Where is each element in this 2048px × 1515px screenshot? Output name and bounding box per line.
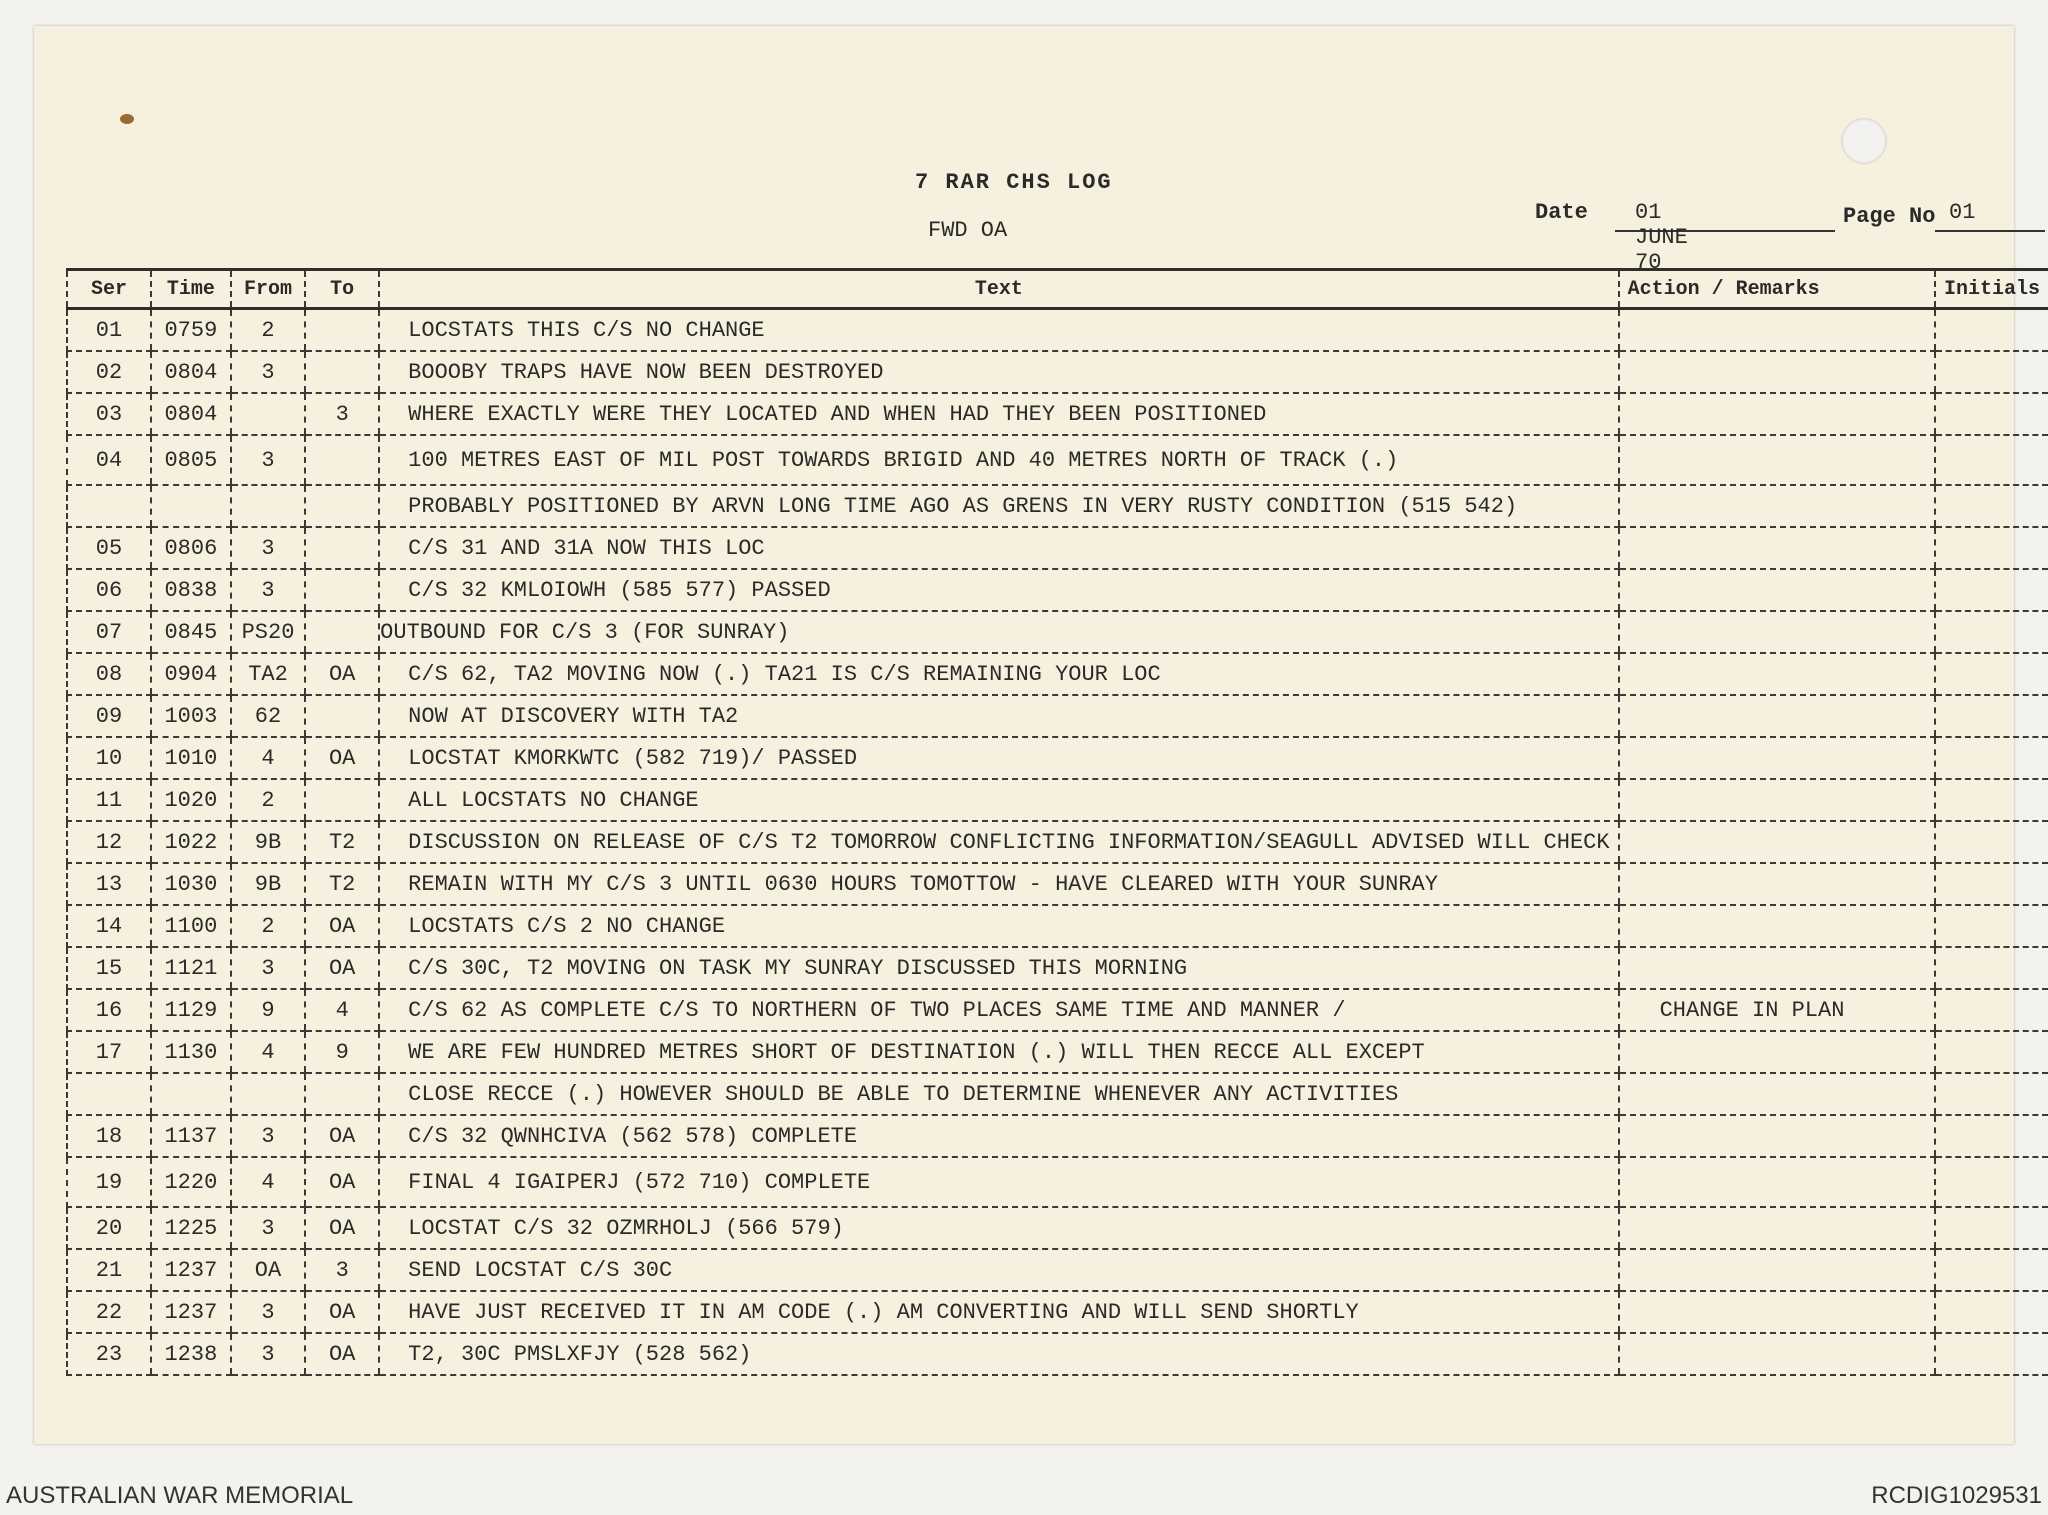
cell-from: 3: [231, 1333, 305, 1375]
cell-serial: 16: [67, 989, 151, 1031]
cell-text: C/S 62 AS COMPLETE C/S TO NORTHERN OF TWO PLACES SAME TIME AND MANNER /: [379, 989, 1618, 1031]
cell-to: [305, 611, 379, 653]
cell-text: BOOOBY TRAPS HAVE NOW BEEN DESTROYED: [379, 351, 1618, 393]
cell-initials: [1935, 905, 2048, 947]
cell-initials: [1935, 1207, 2048, 1249]
table-row: [67, 737, 2048, 779]
log-table: [66, 268, 2048, 1376]
table-row: [67, 1291, 2048, 1333]
cell-remarks: [1619, 435, 1935, 485]
cell-to: [305, 351, 379, 393]
cell-initials: [1935, 1333, 2048, 1375]
cell-from: 2: [231, 309, 305, 352]
cell-serial: 06: [67, 569, 151, 611]
cell-text: C/S 30C, T2 MOVING ON TASK MY SUNRAY DISCUSSED THIS MORNING: [379, 947, 1618, 989]
cell-text: ALL LOCSTATS NO CHANGE: [379, 779, 1618, 821]
cell-remarks: [1619, 1031, 1935, 1073]
table-row: [67, 1031, 2048, 1073]
cell-text: WE ARE FEW HUNDRED METRES SHORT OF DESTINATION (.) WILL THEN RECCE ALL EXCEPT: [379, 1031, 1618, 1073]
cell-to: OA: [305, 1291, 379, 1333]
cell-to: OA: [305, 947, 379, 989]
cell-initials: [1935, 435, 2048, 485]
cell-remarks: [1619, 1157, 1935, 1207]
cell-from: 3: [231, 1115, 305, 1157]
cell-serial: 21: [67, 1249, 151, 1291]
header-serial: Ser: [67, 270, 151, 309]
cell-time: 1130: [151, 1031, 231, 1073]
cell-serial: 10: [67, 737, 151, 779]
cell-text: 100 METRES EAST OF MIL POST TOWARDS BRIGID AND 40 METRES NORTH OF TRACK (.): [379, 435, 1618, 485]
table-row: [67, 1115, 2048, 1157]
cell-initials: [1935, 863, 2048, 905]
log-title: 7 RAR CHS LOG: [915, 170, 1113, 195]
cell-serial: [67, 485, 151, 527]
cell-text: SEND LOCSTAT C/S 30C: [379, 1249, 1618, 1291]
cell-time: 1129: [151, 989, 231, 1031]
cell-to: [305, 779, 379, 821]
table-row: [67, 947, 2048, 989]
cell-text: C/S 62, TA2 MOVING NOW (.) TA21 IS C/S REMAINING YOUR LOC: [379, 653, 1618, 695]
cell-text: HAVE JUST RECEIVED IT IN AM CODE (.) AM CONVERTING AND WILL SEND SHORTLY: [379, 1291, 1618, 1333]
table-row: [67, 863, 2048, 905]
cell-remarks: [1619, 863, 1935, 905]
cell-time: 1238: [151, 1333, 231, 1375]
cell-from: 3: [231, 947, 305, 989]
cell-serial: 18: [67, 1115, 151, 1157]
header-text: Text: [379, 270, 1618, 309]
cell-initials: [1935, 527, 2048, 569]
table-row: [67, 527, 2048, 569]
cell-from: OA: [231, 1249, 305, 1291]
cell-serial: 23: [67, 1333, 151, 1375]
cell-to: OA: [305, 737, 379, 779]
cell-initials: [1935, 947, 2048, 989]
page-underline: [1935, 230, 2045, 232]
log-body: [67, 309, 2048, 1376]
cell-remarks: [1619, 779, 1935, 821]
cell-initials: [1935, 695, 2048, 737]
cell-from: 62: [231, 695, 305, 737]
cell-text: PROBABLY POSITIONED BY ARVN LONG TIME AGO AS GRENS IN VERY RUSTY CONDITION (515 542): [379, 485, 1618, 527]
date-value: 01 JUNE 70: [1635, 200, 1688, 275]
header-row: [67, 270, 2048, 309]
table-row: [67, 569, 2048, 611]
cell-remarks: [1619, 1115, 1935, 1157]
cell-to: OA: [305, 653, 379, 695]
cell-to: [305, 485, 379, 527]
cell-from: 3: [231, 351, 305, 393]
punch-hole: [1841, 118, 1887, 164]
table-row: [67, 1157, 2048, 1207]
cell-remarks: [1619, 737, 1935, 779]
cell-serial: 12: [67, 821, 151, 863]
cell-text: LOCSTATS C/S 2 NO CHANGE: [379, 905, 1618, 947]
cell-from: 9: [231, 989, 305, 1031]
cell-serial: 07: [67, 611, 151, 653]
cell-from: 4: [231, 1157, 305, 1207]
cell-time: 1220: [151, 1157, 231, 1207]
footer-institution: AUSTRALIAN WAR MEMORIAL: [6, 1482, 354, 1509]
cell-remarks: [1619, 821, 1935, 863]
header-time: Time: [151, 270, 231, 309]
cell-from: 3: [231, 1291, 305, 1333]
cell-to: 9: [305, 1031, 379, 1073]
cell-to: [305, 435, 379, 485]
cell-text: OUTBOUND FOR C/S 3 (FOR SUNRAY): [379, 611, 1618, 653]
stain-mark: [120, 114, 134, 124]
cell-text: FINAL 4 IGAIPERJ (572 710) COMPLETE: [379, 1157, 1618, 1207]
cell-initials: [1935, 821, 2048, 863]
cell-time: 1137: [151, 1115, 231, 1157]
cell-serial: 13: [67, 863, 151, 905]
cell-to: OA: [305, 1157, 379, 1207]
cell-time: 1010: [151, 737, 231, 779]
table-row: [67, 989, 2048, 1031]
cell-time: 0806: [151, 527, 231, 569]
cell-text: REMAIN WITH MY C/S 3 UNTIL 0630 HOURS TOMOTTOW - HAVE CLEARED WITH YOUR SUNRAY: [379, 863, 1618, 905]
cell-time: 0845: [151, 611, 231, 653]
cell-to: [305, 695, 379, 737]
cell-initials: [1935, 1249, 2048, 1291]
header-to: To: [305, 270, 379, 309]
cell-serial: 05: [67, 527, 151, 569]
cell-time: 0804: [151, 393, 231, 435]
cell-serial: 17: [67, 1031, 151, 1073]
cell-from: 4: [231, 737, 305, 779]
table-row: [67, 611, 2048, 653]
cell-remarks: [1619, 1249, 1935, 1291]
cell-from: [231, 485, 305, 527]
cell-text: CLOSE RECCE (.) HOWEVER SHOULD BE ABLE TO DETERMINE WHENEVER ANY ACTIVITIES: [379, 1073, 1618, 1115]
cell-time: 1237: [151, 1291, 231, 1333]
table-row: [67, 1249, 2048, 1291]
header-action-remarks: Action / Remarks: [1619, 270, 1935, 309]
cell-initials: [1935, 1157, 2048, 1207]
cell-time: 1020: [151, 779, 231, 821]
cell-time: [151, 1073, 231, 1115]
cell-serial: 11: [67, 779, 151, 821]
table-row: [67, 821, 2048, 863]
cell-serial: [67, 1073, 151, 1115]
cell-initials: [1935, 1115, 2048, 1157]
cell-text: LOCSTAT C/S 32 OZMRHOLJ (566 579): [379, 1207, 1618, 1249]
cell-from: TA2: [231, 653, 305, 695]
cell-to: OA: [305, 905, 379, 947]
cell-time: 1003: [151, 695, 231, 737]
cell-initials: [1935, 485, 2048, 527]
cell-serial: 04: [67, 435, 151, 485]
cell-time: 1225: [151, 1207, 231, 1249]
cell-remarks: CHANGE IN PLAN: [1619, 989, 1935, 1031]
header-from: From: [231, 270, 305, 309]
cell-serial: 14: [67, 905, 151, 947]
page-number-label: Page No: [1843, 204, 1936, 229]
table-row: [67, 905, 2048, 947]
cell-from: [231, 1073, 305, 1115]
footer-record-id: RCDIG1029531: [1871, 1482, 2042, 1509]
cell-initials: [1935, 1073, 2048, 1115]
cell-text: C/S 32 QWNHCIVA (562 578) COMPLETE: [379, 1115, 1618, 1157]
cell-from: 3: [231, 435, 305, 485]
cell-initials: [1935, 1291, 2048, 1333]
cell-initials: [1935, 779, 2048, 821]
cell-serial: 09: [67, 695, 151, 737]
table-row: [67, 309, 2048, 352]
cell-to: OA: [305, 1115, 379, 1157]
cell-remarks: [1619, 527, 1935, 569]
cell-time: 1030: [151, 863, 231, 905]
cell-time: [151, 485, 231, 527]
cell-from: 3: [231, 569, 305, 611]
table-row: [67, 393, 2048, 435]
cell-time: 0805: [151, 435, 231, 485]
cell-to: OA: [305, 1207, 379, 1249]
page-number-value: 01: [1949, 200, 1976, 225]
cell-remarks: [1619, 1291, 1935, 1333]
date-label: Date: [1535, 200, 1588, 225]
cell-serial: 08: [67, 653, 151, 695]
cell-remarks: [1619, 1073, 1935, 1115]
cell-to: [305, 569, 379, 611]
cell-time: 1237: [151, 1249, 231, 1291]
cell-remarks: [1619, 351, 1935, 393]
table-row: [67, 653, 2048, 695]
cell-from: 9B: [231, 821, 305, 863]
table-row: [67, 435, 2048, 485]
cell-initials: [1935, 309, 2048, 352]
cell-to: 3: [305, 1249, 379, 1291]
cell-initials: [1935, 393, 2048, 435]
cell-from: 4: [231, 1031, 305, 1073]
cell-text: LOCSTAT KMORKWTC (582 719)/ PASSED: [379, 737, 1618, 779]
cell-initials: [1935, 737, 2048, 779]
cell-from: PS20: [231, 611, 305, 653]
cell-to: 4: [305, 989, 379, 1031]
cell-initials: [1935, 611, 2048, 653]
cell-text: C/S 31 AND 31A NOW THIS LOC: [379, 527, 1618, 569]
cell-time: 0804: [151, 351, 231, 393]
cell-from: 2: [231, 905, 305, 947]
cell-text: C/S 32 KMLOIOWH (585 577) PASSED: [379, 569, 1618, 611]
table-row: [67, 485, 2048, 527]
cell-to: [305, 309, 379, 352]
cell-from: 9B: [231, 863, 305, 905]
cell-to: OA: [305, 1333, 379, 1375]
cell-initials: [1935, 569, 2048, 611]
cell-remarks: [1619, 309, 1935, 352]
cell-serial: 22: [67, 1291, 151, 1333]
cell-time: 0904: [151, 653, 231, 695]
cell-time: 0759: [151, 309, 231, 352]
cell-text: NOW AT DISCOVERY WITH TA2: [379, 695, 1618, 737]
cell-remarks: [1619, 905, 1935, 947]
cell-remarks: [1619, 653, 1935, 695]
cell-to: T2: [305, 863, 379, 905]
cell-remarks: [1619, 485, 1935, 527]
cell-time: 1100: [151, 905, 231, 947]
cell-from: 3: [231, 1207, 305, 1249]
cell-to: 3: [305, 393, 379, 435]
cell-remarks: [1619, 569, 1935, 611]
cell-serial: 15: [67, 947, 151, 989]
cell-serial: 03: [67, 393, 151, 435]
cell-serial: 01: [67, 309, 151, 352]
cell-time: 0838: [151, 569, 231, 611]
cell-remarks: [1619, 611, 1935, 653]
cell-initials: [1935, 653, 2048, 695]
cell-serial: 02: [67, 351, 151, 393]
table-row: [67, 779, 2048, 821]
log-subtitle: FWD OA: [928, 218, 1008, 243]
cell-time: 1022: [151, 821, 231, 863]
cell-from: 3: [231, 527, 305, 569]
table-row: [67, 695, 2048, 737]
cell-remarks: [1619, 393, 1935, 435]
cell-initials: [1935, 351, 2048, 393]
cell-remarks: [1619, 947, 1935, 989]
cell-initials: [1935, 989, 2048, 1031]
table-row: [67, 1333, 2048, 1375]
cell-from: 2: [231, 779, 305, 821]
cell-text: T2, 30C PMSLXFJY (528 562): [379, 1333, 1618, 1375]
cell-time: 1121: [151, 947, 231, 989]
cell-remarks: [1619, 1333, 1935, 1375]
cell-to: [305, 1073, 379, 1115]
cell-text: DISCUSSION ON RELEASE OF C/S T2 TOMORROW CONFLICTING INFORMATION/SEAGULL ADVISED WILL CHECK: [379, 821, 1618, 863]
table-row: [67, 1207, 2048, 1249]
cell-to: [305, 527, 379, 569]
cell-remarks: [1619, 1207, 1935, 1249]
header-initials: Initials: [1935, 270, 2048, 309]
cell-remarks: [1619, 695, 1935, 737]
table-row: [67, 351, 2048, 393]
cell-serial: 20: [67, 1207, 151, 1249]
cell-serial: 19: [67, 1157, 151, 1207]
table-row: [67, 1073, 2048, 1115]
cell-from: [231, 393, 305, 435]
cell-text: WHERE EXACTLY WERE THEY LOCATED AND WHEN HAD THEY BEEN POSITIONED: [379, 393, 1618, 435]
cell-text: LOCSTATS THIS C/S NO CHANGE: [379, 309, 1618, 352]
cell-to: T2: [305, 821, 379, 863]
cell-initials: [1935, 1031, 2048, 1073]
